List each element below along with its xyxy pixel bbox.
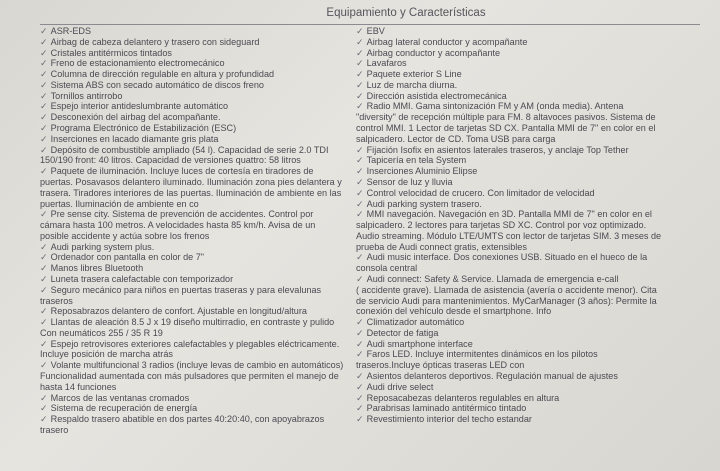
- feature-line: [356, 393, 711, 404]
- feature-line: [40, 188, 350, 199]
- check-icon: ✓: [356, 349, 364, 360]
- feature-text: trasero: [40, 424, 69, 435]
- feature-text: Llantas de aleación 8.5 J x 19 diseño multirradio, en contraste y pulido: [50, 317, 335, 328]
- check-icon: ✓: [356, 155, 364, 166]
- feature-line: [356, 69, 711, 80]
- feature-text: Marcos de las ventanas cromados: [50, 392, 190, 403]
- feature-text: ASR-EDS: [50, 26, 92, 36]
- check-icon: ✓: [356, 273, 364, 284]
- feature-line: [40, 101, 350, 112]
- feature-text: Luneta trasera calefactable con temporizador: [50, 273, 234, 284]
- feature-line: [40, 263, 350, 274]
- feature-line: [356, 112, 711, 123]
- feature-text: Manos libres Bluetooth: [50, 263, 144, 274]
- feature-line: [40, 69, 350, 80]
- feature-text: puertas. Iluminación de ambiente en co: [40, 198, 199, 209]
- feature-line: [356, 296, 711, 307]
- feature-line: [40, 371, 350, 382]
- feature-line: [356, 58, 711, 69]
- feature-line: [40, 80, 350, 91]
- feature-text: Funcionalidad aumentada con más pulsadores que permiten el manejo de: [40, 371, 339, 381]
- feature-text: Climatizador automático: [366, 317, 465, 328]
- feature-line: [40, 317, 350, 328]
- feature-line: [40, 112, 350, 123]
- feature-line: [356, 26, 711, 37]
- feature-text: Cristales antitérmicos tintados: [50, 47, 172, 58]
- feature-line: [40, 155, 350, 166]
- check-icon: ✓: [40, 47, 48, 58]
- check-icon: ✓: [40, 58, 48, 69]
- feature-text: Parabrisas laminado antitérmico tintado: [366, 403, 527, 414]
- feature-text: Desconexión del airbag del acompañante.: [50, 112, 221, 123]
- check-icon: ✓: [40, 209, 48, 220]
- check-icon: ✓: [356, 338, 364, 349]
- check-icon: ✓: [40, 123, 48, 134]
- feature-line: [40, 26, 350, 37]
- feature-text: MMI navegación. Navegación en 3D. Pantalla MMI de 7" en color en el: [366, 209, 652, 220]
- check-icon: ✓: [356, 36, 364, 47]
- check-icon: ✓: [356, 176, 364, 187]
- check-icon: ✓: [356, 414, 364, 425]
- feature-text: Con neumáticos 255 / 35 R 19: [40, 327, 163, 338]
- check-icon: ✓: [40, 403, 48, 414]
- feature-text: trasera. Tiradores interiores de las puertas. Iluminación de ambiente en las: [40, 187, 342, 198]
- check-icon: ✓: [356, 317, 364, 328]
- feature-line: [356, 317, 711, 328]
- feature-text: Luz de marcha diurna.: [366, 79, 458, 90]
- check-icon: ✓: [356, 69, 364, 80]
- feature-text: posible accidente y actúa sobre los frenos: [40, 230, 210, 241]
- check-icon: ✓: [356, 327, 364, 338]
- feature-text: Audio streaming. Módulo LTE/UMTS con lector de tarjetas SIM. 3 meses de: [356, 230, 662, 241]
- feature-line: [40, 220, 350, 231]
- check-icon: ✓: [40, 90, 48, 101]
- feature-line: [356, 166, 711, 177]
- feature-line: [40, 58, 350, 69]
- feature-text: Detector de fatiga: [366, 327, 439, 338]
- feature-text: 150/190 front: 40 litros. Capacidad de versiones quattro: 58 litros: [40, 155, 301, 166]
- feature-line: [356, 220, 711, 231]
- feature-text: ( accidente grave). Llamada de asistencia (avería o accidente menor). Cita: [356, 284, 657, 295]
- feature-line: [40, 242, 350, 253]
- feature-line: [40, 134, 350, 145]
- feature-text: de servicio Audi para mantenimientos. MyCarManager (3 años): Permite la: [356, 295, 657, 306]
- feature-text: Freno de estacionamiento electromecánico: [50, 58, 225, 69]
- feature-text: Reposabrazos delantero de confort. Ajustable en longitud/altura: [50, 306, 307, 317]
- feature-text: Fijación Isofix en asientos laterales traseros, y anclaje Top Tether: [366, 144, 629, 155]
- check-icon: ✓: [40, 79, 48, 90]
- feature-line: [356, 414, 711, 425]
- feature-line: [40, 285, 350, 296]
- feature-text: Revestimiento interior del techo estandar: [366, 414, 532, 425]
- feature-text: Columna de dirección regulable en altura y profundidad: [50, 69, 275, 80]
- feature-text: traseros: [40, 295, 73, 306]
- check-icon: ✓: [40, 26, 48, 36]
- feature-line: [356, 209, 711, 220]
- feature-line: [40, 349, 350, 360]
- check-icon: ✓: [40, 338, 48, 349]
- feature-line: [40, 425, 350, 436]
- feature-text: Audi parking system plus.: [50, 241, 155, 252]
- feature-text: salpicadero. 2 lectores para tarjetas SD XC. Control por voz optimizado.: [356, 220, 647, 231]
- feature-line: [356, 91, 711, 102]
- check-icon: ✓: [356, 166, 364, 177]
- feature-text: Espejo interior antideslumbrante automático: [50, 101, 229, 112]
- check-icon: ✓: [40, 392, 48, 403]
- feature-text: Tapicería en tela System: [366, 155, 467, 166]
- check-icon: ✓: [40, 166, 48, 177]
- check-icon: ✓: [356, 101, 364, 112]
- feature-line: [40, 199, 350, 210]
- check-icon: ✓: [40, 241, 48, 252]
- feature-text: cámara hasta 100 metros. A velocidades hasta 85 km/h. Avisa de un: [40, 220, 316, 231]
- feature-text: traseros.Incluye ópticas traseras LED con: [356, 360, 525, 371]
- feature-text: Paquete de iluminación. Incluye luces de cortesía en tiradores de: [50, 166, 314, 177]
- feature-text: Airbag conductor y acompañante: [366, 47, 501, 58]
- feature-text: Faros LED. Incluye intermitentes dinámicos en los pilotos: [366, 349, 598, 360]
- feature-text: Sistema de recuperación de energía: [50, 403, 198, 414]
- feature-text: "diversity" de recepción múltiple para FM. 8 altavoces pasivos. Sistema de: [356, 112, 656, 123]
- check-icon: ✓: [356, 79, 364, 90]
- feature-text: Audi drive select: [366, 381, 434, 392]
- check-icon: ✓: [40, 252, 48, 263]
- feature-text: Sistema ABS con secado automático de discos freno: [50, 79, 264, 90]
- check-icon: ✓: [40, 112, 48, 123]
- feature-text: consola central: [356, 263, 418, 274]
- feature-line: [356, 274, 711, 285]
- feature-text: salpicadero. Lector de CD. Toma USB para carga: [356, 133, 556, 144]
- feature-line: [356, 155, 711, 166]
- check-icon: ✓: [356, 198, 364, 209]
- feature-line: [356, 177, 711, 188]
- check-icon: ✓: [40, 144, 48, 155]
- feature-line: [356, 328, 711, 339]
- feature-line: [356, 48, 711, 59]
- feature-line: [356, 123, 711, 134]
- feature-text: Espejo retrovisores exteriores calefactables y plegables eléctricamente.: [50, 338, 340, 349]
- feature-text: puertas. Posavasos delantero iluminado. Iluminación zona pies delantera y: [40, 176, 342, 187]
- feature-line: [40, 123, 350, 134]
- feature-line: [40, 274, 350, 285]
- check-icon: ✓: [40, 69, 48, 80]
- feature-text: Airbag lateral conductor y acompañante: [366, 36, 528, 47]
- feature-line: [356, 285, 711, 296]
- feature-text: conexión del vehículo desde el smartphone. Info: [356, 306, 552, 317]
- feature-text: Dirección asistida electromecánica: [366, 90, 507, 101]
- check-icon: ✓: [40, 360, 48, 371]
- feature-text: hasta 14 funciones: [40, 381, 117, 392]
- feature-line: [40, 296, 350, 307]
- feature-line: [40, 209, 350, 220]
- feature-text: Volante multifuncional 3 radios (incluye levas de cambio en automáticos): [50, 360, 344, 371]
- right-feature-list: [356, 26, 711, 436]
- feature-text: EBV: [366, 26, 385, 36]
- feature-line: [40, 145, 350, 156]
- feature-line: [40, 360, 350, 371]
- feature-text: Audi music interface. Dos conexiones USB. Situado en el hueco de la: [366, 252, 648, 263]
- feature-line: [40, 339, 350, 350]
- check-icon: ✓: [356, 144, 364, 155]
- feature-line: [40, 177, 350, 188]
- feature-text: Asientos delanteros deportivos. Regulación manual de ajustes: [366, 371, 618, 381]
- feature-line: [40, 91, 350, 102]
- feature-text: Seguro mecánico para niños en puertas traseras y para elevalunas: [50, 284, 322, 295]
- feature-text: Respaldo trasero abatible en dos partes 40:20:40, con apoyabrazos: [50, 414, 325, 425]
- feature-line: [356, 101, 711, 112]
- check-icon: ✓: [356, 371, 364, 381]
- feature-line: [356, 403, 711, 414]
- check-icon: ✓: [40, 414, 48, 425]
- check-icon: ✓: [356, 26, 364, 36]
- title-divider: [40, 24, 700, 25]
- feature-line: [356, 252, 711, 263]
- check-icon: ✓: [40, 133, 48, 144]
- feature-line: [356, 37, 711, 48]
- feature-line: [40, 328, 350, 339]
- feature-text: Ordenador con pantalla en color de 7": [50, 252, 205, 263]
- feature-line: [356, 349, 711, 360]
- feature-line: [356, 231, 711, 242]
- feature-line: [40, 414, 350, 425]
- feature-line: [40, 166, 350, 177]
- feature-text: Sensor de luz y lluvia: [366, 176, 453, 187]
- feature-line: [356, 360, 711, 371]
- check-icon: ✓: [356, 187, 364, 198]
- feature-line: [356, 306, 711, 317]
- feature-text: Inserciones Aluminio Elipse: [366, 166, 478, 177]
- page-title: Equipamiento y Características: [326, 7, 486, 19]
- feature-line: [356, 263, 711, 274]
- check-icon: ✓: [356, 90, 364, 101]
- feature-text: Pre sense city. Sistema de prevención de accidentes. Control por: [50, 209, 314, 220]
- feature-line: [40, 48, 350, 59]
- left-feature-list: [40, 26, 356, 436]
- check-icon: ✓: [356, 381, 364, 392]
- check-icon: ✓: [356, 252, 364, 263]
- feature-text: Control velocidad de crucero. Con limitador de velocidad: [366, 187, 595, 198]
- feature-line: [356, 80, 711, 91]
- check-icon: ✓: [40, 317, 48, 328]
- feature-text: Airbag de cabeza delantero y trasero con sideguard: [50, 36, 260, 47]
- feature-line: [356, 199, 711, 210]
- feature-line: [356, 188, 711, 199]
- feature-line: [356, 242, 711, 253]
- check-icon: ✓: [356, 209, 364, 220]
- check-icon: ✓: [356, 403, 364, 414]
- feature-text: Radio MMI. Gama sintonización FM y AM (onda media). Antena: [366, 101, 624, 112]
- feature-line: [356, 134, 711, 145]
- check-icon: ✓: [356, 58, 364, 69]
- feature-text: Audi connect: Safety & Service. Llamada de emergencia e-call: [366, 273, 619, 284]
- feature-text: Reposacabezas delanteros regulables en altura: [366, 392, 560, 403]
- feature-text: Inserciones en lacado diamante gris plata: [50, 133, 219, 144]
- feature-text: control MMI. 1 Lector de tarjetas SD CX. Pantalla MMI de 7" en color en el: [356, 123, 656, 134]
- feature-line: [356, 145, 711, 156]
- feature-text: Audi parking system trasero.: [366, 198, 482, 209]
- feature-text: Audi smartphone interface: [366, 338, 473, 349]
- feature-text: Paquete exterior S Line: [366, 69, 462, 80]
- feature-text: Depósito de combustible ampliado (54 l). Capacidad de serie 2.0 TDI: [50, 144, 329, 155]
- feature-line: [356, 339, 711, 350]
- feature-text: prueba de Audi connect gratis, extensibles: [356, 241, 527, 252]
- feature-line: [40, 393, 350, 404]
- check-icon: ✓: [356, 392, 364, 403]
- feature-line: [40, 231, 350, 242]
- feature-line: [40, 403, 350, 414]
- check-icon: ✓: [40, 273, 48, 284]
- feature-text: Tornillos antirrobo: [50, 90, 123, 101]
- feature-text: Programa Electrónico de Estabilización (ESC): [50, 123, 237, 134]
- check-icon: ✓: [40, 284, 48, 295]
- check-icon: ✓: [40, 306, 48, 317]
- feature-line: [40, 37, 350, 48]
- feature-line: [40, 382, 350, 393]
- feature-line: [40, 252, 350, 263]
- feature-line: [356, 371, 711, 382]
- feature-text: Lavafaros: [366, 58, 407, 69]
- check-icon: ✓: [356, 47, 364, 58]
- feature-line: [356, 382, 711, 393]
- feature-columns: [40, 26, 715, 436]
- feature-text: Incluye posición de marcha atrás: [40, 349, 173, 360]
- feature-line: [40, 306, 350, 317]
- check-icon: ✓: [40, 36, 48, 47]
- check-icon: ✓: [40, 101, 48, 112]
- check-icon: ✓: [40, 263, 48, 274]
